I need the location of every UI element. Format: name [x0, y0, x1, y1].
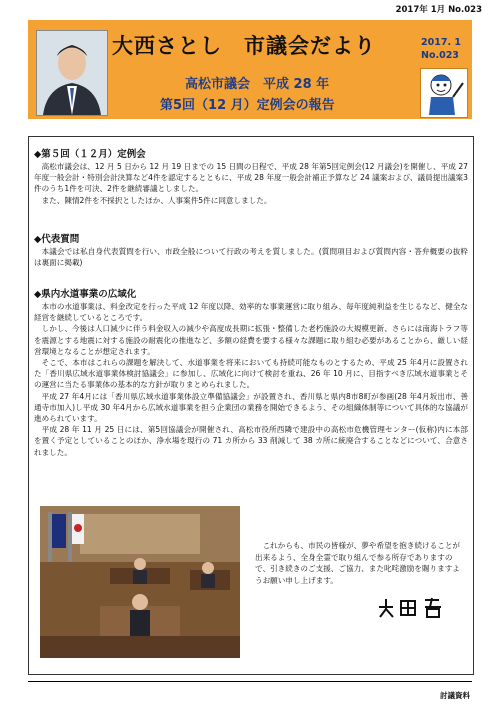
section-paragraph: 平成 28 年 11 月 25 日には、第5回協議会が開催され、高松市役所西隣で建設中の高松市危機管理センター(仮称)内に本部を置く予定としていることのほか、浄水場を現行の 71 カ所から 33 削減して 38 カ所に統廃合することなどについて、合意されました。: [34, 425, 468, 457]
mascot-illustration: [420, 68, 468, 118]
issue-line: 2017年 1月 No.023: [395, 5, 482, 15]
assembly-photo: [40, 506, 240, 658]
newsletter-title: 大西さとし 市議会だより: [112, 34, 376, 58]
portrait-photo: [36, 30, 108, 116]
section-paragraph: 本議会では私自身代表質問を行い、市政全般について行政の考えを質しました。(質問項目および質問内容・答弁概要の抜粋は裏面に掲載): [34, 247, 468, 268]
issue-date-block: [421, 36, 461, 62]
closing-message-block: [255, 540, 467, 586]
section-heading: ◆代表質問: [34, 234, 80, 245]
section-paragraph: しかし、今後は人口減少に伴う料金収入の減少や高度成長期に拡張・整備した老朽施設の大規模更新、さらには南海トラフ等を震源とする地震に対する施設の耐震化の推進など、多額の経費を要する様々な課題に取り組む必要があることから、厳しい経営環境となることが想定されます。: [34, 324, 468, 356]
section-regular-session: [34, 148, 468, 206]
section-water-utility: [34, 288, 468, 458]
bottom-rule: [28, 681, 472, 682]
section-heading: ◆第５回（１２月）定例会: [34, 149, 146, 160]
subtitle-council: 高松市議会 平成 28 年: [185, 77, 330, 92]
section-heading: ◆県内水道事業の広域化: [34, 289, 137, 300]
handwritten-signature: [375, 595, 455, 619]
section-paragraph: 平成 27 年4月には「香川県広域水道事業体設立準備協議会」が設置され、香川県と県内8市8町が参画(28 年4月坂出市、善通寺市加入)し平成 30 年4月から広域水道事業を担う企業団の業務を開始できるよう、その組織体制等について具体的な協議が進められています。: [34, 391, 468, 424]
section-paragraph: そこで、本市はこれらの課題を解決して、水道事業を将来においても持続可能なものとするため、平成 25 年4月に設置された「香川県広域水道事業体検討協議会」に参加し、広域化に向けて検討を重ね、26 年 10 月に、目指すべき広域水道事業とその運営に当たる事業体の基本的な方針が取りまとめられました。: [34, 358, 468, 390]
issue-number: No.023: [421, 50, 459, 61]
issue-date: 2017. 1: [421, 37, 461, 48]
section-paragraph: 高松市議会は、12 月 5 日から 12 月 19 日までの 15 日間の日程で、平成 28 年第5回定例会(12 月議会)を開催し、平成 27 年度一般会計・特別会計決算など4件を認定するとともに、平成 28 年度一般会計補正予算など 24 議案および、議員提出議案3件のうち1件を可決、2件を継続審議としました。: [34, 162, 468, 194]
section-representative-question: [34, 233, 468, 268]
closing-message: これからも、市民の皆様が、夢や希望を抱き続けることが出来るよう、全身全霊で取り組んで参る所存でありますので、引き続きのご支援、ご協力、また叱咤激励を賜りますようお願い申し上げます。: [255, 541, 461, 585]
subtitle-report: 第5回（12 月）定例会の報告: [160, 98, 335, 113]
section-paragraph: また、陳情2件を不採択としたほか、人事案件5件に同意しました。: [41, 195, 272, 205]
section-paragraph: 本市の水道事業は、料金改定を行った平成 12 年度以降、効率的な事業運営に取り組み、毎年度純利益を生じるなど、健全な経営を継続しているところです。: [34, 302, 468, 323]
footer-label: 討議資料: [440, 691, 470, 700]
